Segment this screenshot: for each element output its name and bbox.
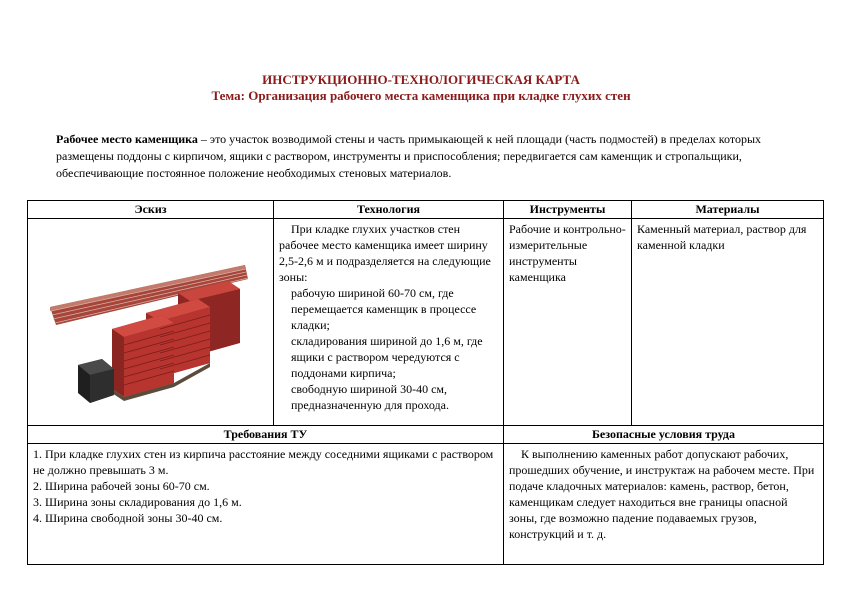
mortar-box bbox=[78, 359, 114, 403]
workplace-sketch-image bbox=[50, 265, 250, 415]
tools-text: Рабочие и контрольно-измерительные инструменты каменщика bbox=[509, 222, 626, 284]
materials-text: Каменный материал, раствор для каменной кладки bbox=[637, 222, 807, 252]
tools-cell bbox=[504, 219, 632, 426]
requirement-item: 2. Ширина рабочей зоны 60-70 см. bbox=[33, 479, 210, 493]
requirement-item: 4. Ширина свободной зоны 30-40 см. bbox=[33, 511, 223, 525]
header-sketch: Эскиз bbox=[28, 201, 274, 219]
requirement-item: 3. Ширина зоны складирования до 1,6 м. bbox=[33, 495, 242, 509]
safety-cell bbox=[504, 444, 824, 565]
sketch-cell bbox=[28, 219, 274, 426]
technology-cell bbox=[274, 219, 504, 426]
table-content-row bbox=[28, 219, 824, 426]
instruction-table bbox=[27, 200, 824, 565]
document-theme: Тема: Организация рабочего места каменщика при кладке глухих стен bbox=[211, 88, 631, 103]
safety-text: К выполнению каменных работ допускают рабочих, прошедших обучение, и инструктаж на рабочем месте. При подаче кладочных материалов: камень, раствор, бетон, каменщикам следует находиться вне границы опасной зоны, где возможно падение подаваемых грузов, конструкций и т. д. bbox=[509, 447, 815, 541]
header-safety: Безопасные условия труда bbox=[504, 426, 824, 444]
intro-paragraph bbox=[56, 131, 796, 182]
table-header-row bbox=[28, 201, 824, 219]
header-tools: Инструменты bbox=[504, 201, 632, 219]
materials-cell bbox=[632, 219, 824, 426]
header-materials: Материалы bbox=[632, 201, 824, 219]
technology-p2: рабочую шириной 60-70 см, где перемещается каменщик в процессе кладки; bbox=[291, 286, 477, 332]
requirements-cell bbox=[28, 444, 504, 565]
header-requirements: Требования ТУ bbox=[28, 426, 504, 444]
technology-p4: свободную шириной 30-40 см, предназначенную для прохода. bbox=[291, 382, 449, 412]
table-header-row-2 bbox=[28, 426, 824, 444]
header-technology: Технология bbox=[274, 201, 504, 219]
requirement-item: 1. При кладке глухих стен из кирпича расстояние между соседними ящиками с раствором не должно превышать 3 м. bbox=[33, 447, 494, 477]
technology-p1: При кладке глухих участков стен рабочее место каменщика имеет ширину 2,5-2,6 м и подразделяется на следующие зоны: bbox=[279, 222, 491, 284]
table-content-row-2 bbox=[28, 444, 824, 565]
document-title: ИНСТРУКЦИОННО-ТЕХНОЛОГИЧЕСКАЯ КАРТА bbox=[262, 72, 580, 87]
intro-term: Рабочее место каменщика bbox=[56, 132, 198, 146]
intro-text: – это участок возводимой стены и часть примыкающей к ней площади (часть подмостей) в пределах которых размещены поддоны с кирпичом, ящики с раствором, инструменты и приспособления; передвигается сам каменщик и стропальщики, обеспечивающие постоянное положение необходимых стеновых материалов. bbox=[56, 132, 762, 180]
technology-p3: складирования шириной до 1,6 м, где ящики с раствором чередуются с поддонами кирпича; bbox=[291, 334, 483, 380]
